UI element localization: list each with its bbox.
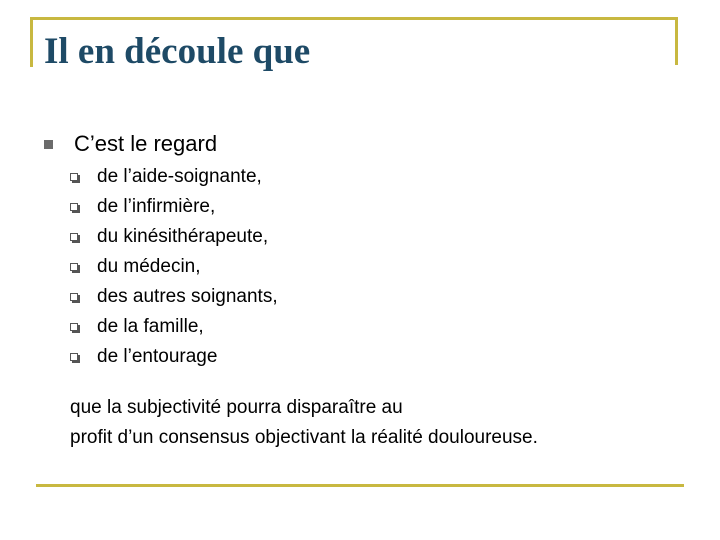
sub-bullet-text: du kinésithérapeute, (97, 226, 269, 247)
square-bullet-icon (44, 140, 53, 149)
sub-bullet-text: du médecin, (97, 256, 201, 277)
frame-right-line (675, 17, 678, 65)
frame-left-line (30, 17, 33, 67)
checkbox-bullet-icon (70, 293, 78, 301)
bullet-text: C’est le regard (74, 131, 218, 156)
sub-bullet-text: de l’entourage (97, 346, 218, 367)
sub-bullet-text: de l’aide-soignante, (97, 166, 262, 187)
sub-bullet-text: des autres soignants, (97, 286, 278, 307)
sub-bullet-text: de l’infirmière, (97, 196, 216, 217)
closing-paragraph (70, 393, 690, 453)
checkbox-bullet-icon (70, 173, 78, 181)
frame-top-line (30, 17, 678, 20)
checkbox-bullet-icon (70, 323, 78, 331)
checkbox-bullet-icon (70, 263, 78, 271)
slide-title: Il en découle que (44, 31, 311, 72)
closing-line: que la subjectivité pourra disparaître au (70, 397, 403, 418)
sub-bullet-text: de la famille, (97, 316, 204, 337)
closing-line: profit d’un consensus objectivant la réalité douloureuse. (70, 427, 538, 448)
checkbox-bullet-icon (70, 353, 78, 361)
checkbox-bullet-icon (70, 233, 78, 241)
frame-bottom-line (36, 484, 684, 487)
checkbox-bullet-icon (70, 203, 78, 211)
